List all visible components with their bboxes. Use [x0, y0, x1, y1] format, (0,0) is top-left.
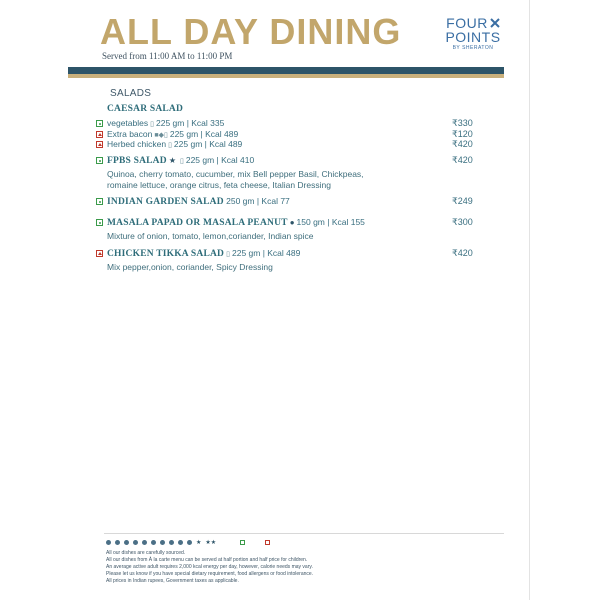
- dietary-icon: ▯: [226, 251, 230, 258]
- item-detail: 225 gm | Kcal 489: [231, 248, 301, 258]
- logo-line2: POINTS: [445, 29, 501, 45]
- item-name: INDIAN GARDEN SALAD: [107, 197, 224, 207]
- price: ₹330: [452, 118, 473, 128]
- footer-note: All prices in Indian rupees, Government taxes as applicable.: [106, 578, 239, 584]
- menu-item-row: [96, 196, 476, 207]
- logo-line3: BY SHERATON: [452, 45, 494, 51]
- legend-icon: [178, 540, 183, 545]
- peanut-icon: ●: [289, 218, 295, 227]
- nonveg-icon: [265, 540, 270, 545]
- footer-note: All our dishes are carefully sourced.: [106, 550, 186, 556]
- legend-icon: [115, 540, 120, 545]
- item-description: Quinoa, cherry tomato, cucumber, mix Bell pepper Basil, Chickpeas, romaine lettuce, orange citrus, feta cheese, Italian Dressing: [107, 169, 364, 190]
- menu-item-row: [96, 155, 476, 166]
- menu-item-row: [96, 129, 476, 139]
- nonveg-icon: [96, 131, 103, 138]
- header-band: [68, 67, 504, 74]
- veg-icon: [96, 157, 103, 164]
- logo-mark-icon: [490, 18, 500, 28]
- logo-line1: FOUR: [446, 15, 488, 31]
- item-description: Mixture of onion, tomato, lemon,coriander, Indian spice: [107, 231, 314, 241]
- star-icon: ★★: [205, 539, 217, 546]
- dietary-icon: ▯: [150, 121, 154, 128]
- footer-note: Please let us know if you have special dietary requirement, food allergens or food intolerance.: [106, 571, 314, 577]
- footer-note: An average active adult requires 2,000 kcal energy per day, however, calorie needs may vary.: [106, 564, 313, 570]
- item-name: FPBS SALAD: [107, 156, 167, 166]
- item-detail: 225 gm | Kcal 410: [185, 155, 255, 165]
- menu-item-row: [96, 248, 476, 259]
- price: ₹300: [452, 217, 473, 227]
- caesar-salad-name: CAESAR SALAD: [107, 104, 184, 114]
- variant-detail: 225 gm | Kcal 335: [155, 118, 225, 128]
- nonveg-icon: [96, 250, 103, 257]
- nonveg-icon: [96, 141, 103, 148]
- dietary-icon: ■◆▯: [154, 132, 168, 139]
- dietary-icon: ▯: [179, 158, 184, 165]
- item-detail: 250 gm | Kcal 77: [226, 196, 290, 206]
- footer-note: All our dishes from À la carte menu can be served at half portion and half price for children.: [106, 557, 308, 563]
- variant-label: Herbed chicken: [107, 139, 167, 149]
- item-name: CHICKEN TIKKA SALAD: [107, 249, 225, 259]
- price: ₹420: [452, 155, 473, 165]
- legend-icon: [160, 540, 165, 545]
- variant-label: vegetables: [107, 118, 149, 128]
- legend-icon: [106, 540, 111, 545]
- item-detail: 150 gm | Kcal 155: [296, 217, 365, 227]
- item-description: Mix pepper,onion, coriander, Spicy Dressing: [107, 262, 273, 272]
- veg-icon: [96, 198, 103, 205]
- dietary-legend: [106, 537, 516, 547]
- footer-divider: [104, 533, 504, 534]
- legend-icon: [142, 540, 147, 545]
- legend-icon: [133, 540, 138, 545]
- serving-hours: Served from 11:00 AM to 11:00 PM: [102, 51, 233, 61]
- price: ₹120: [452, 129, 473, 139]
- page-edge: [529, 0, 530, 600]
- brand-logo: [438, 16, 508, 51]
- veg-icon: [96, 120, 103, 127]
- legend-icon: [124, 540, 129, 545]
- variant-label: Extra bacon: [107, 129, 153, 139]
- item-name: MASALA PAPAD OR MASALA PEANUT: [107, 218, 288, 228]
- dietary-icon: ▯: [168, 142, 172, 149]
- price: ₹249: [452, 196, 473, 206]
- legend-icon: [169, 540, 174, 545]
- section-title: SALADS: [110, 88, 152, 99]
- menu-item-row: [96, 139, 476, 149]
- star-icon: ★: [196, 539, 202, 546]
- menu-item-row: [96, 118, 476, 128]
- price: ₹420: [452, 248, 473, 258]
- variant-detail: 225 gm | Kcal 489: [173, 139, 243, 149]
- veg-icon: [96, 219, 103, 226]
- price: ₹420: [452, 139, 473, 149]
- footer-notes: [106, 550, 313, 585]
- menu-item-row: [96, 217, 476, 228]
- legend-icon: [187, 540, 192, 545]
- star-icon: ★: [168, 156, 176, 165]
- legend-icon: [151, 540, 156, 545]
- variant-detail: 225 gm | Kcal 489: [169, 129, 239, 139]
- header-band-accent: [68, 74, 504, 78]
- page-title: ALL DAY DINING: [100, 11, 402, 52]
- veg-icon: [240, 540, 245, 545]
